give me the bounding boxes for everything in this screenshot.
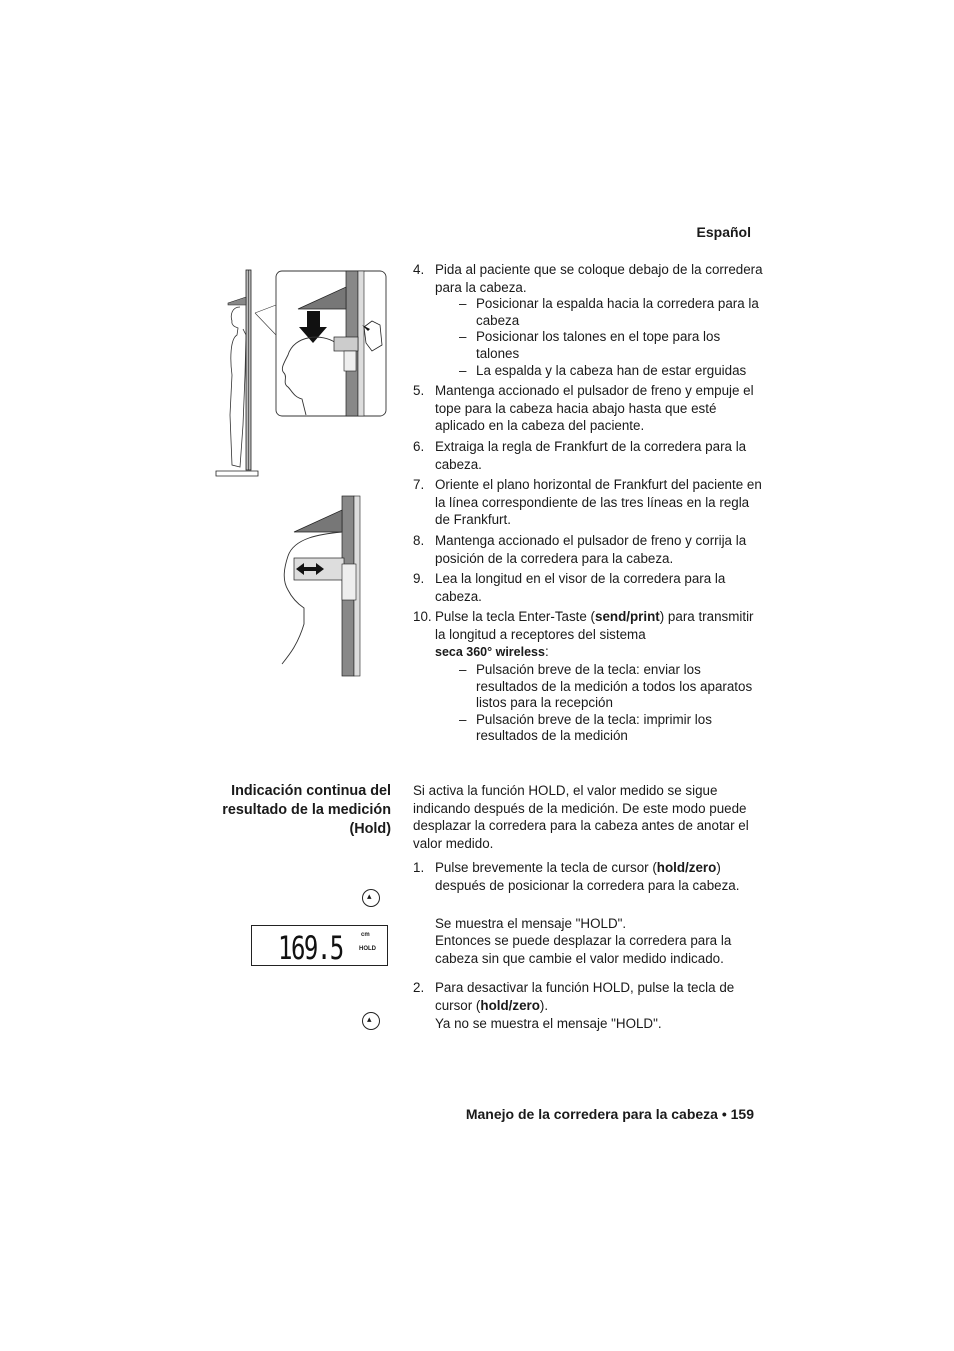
- display-value: 169.5: [278, 929, 343, 967]
- list-item: 5. Mantenga accionado el pulsador de freno y empuje el tope para la cabeza hacia abajo hasta que esté aplicado en la cabeza del paciente.: [413, 383, 754, 434]
- instruction-list: [413, 261, 763, 745]
- language-label: Español: [696, 224, 751, 240]
- note-text: Ya no se muestra el mensaje "HOLD".: [435, 1015, 662, 1031]
- note-text: Se muestra el mensaje "HOLD".: [435, 915, 627, 931]
- list-item: 2. Para desactivar la función HOLD, pulse la tecla de cursor (hold/zero).: [413, 980, 735, 1013]
- sub-item: – Posicionar los talones en el tope para los talones: [459, 329, 721, 361]
- list-item: 9. Lea la longitud en el visor de la corredera para la cabeza.: [413, 571, 726, 604]
- display-unit: cm: [361, 932, 370, 938]
- sub-item: – Posicionar la espalda hacia la corredera para la cabeza: [459, 296, 759, 328]
- list-item: 6. Extraiga la regla de Frankfurt de la corredera para la cabeza.: [413, 438, 747, 472]
- sub-item: – La espalda y la cabeza han de estar erguidas: [459, 362, 747, 378]
- section-heading: Indicación continua del resultado de la medición (Hold): [222, 783, 391, 837]
- stadiometer-patient-illustration: [210, 265, 390, 480]
- cursor-key-icon: [362, 889, 380, 907]
- list-item: 10. Pulse la tecla Enter-Taste (send/print) para transmitir la longitud a receptores del sistema seca 360° wireless:: [413, 609, 754, 660]
- list-item: 4. Pida al paciente que se coloque debajo de la corredera para la cabeza.: [413, 262, 763, 295]
- note-text: Entonces se puede desplazar la corredera para la cabeza sin que cambie el valor medido indicado.: [435, 933, 732, 966]
- page-footer: Manejo de la corredera para la cabeza • 159: [465, 1106, 754, 1122]
- hold-section-body: [413, 782, 763, 1032]
- sub-item: – Pulsación breve de la tecla: imprimir los resultados de la medición: [459, 711, 712, 744]
- list-item: 8. Mantenga accionado el pulsador de freno y corrija la posición de la corredera para la cabeza.: [413, 532, 747, 566]
- list-item: 7. Oriente el plano horizontal de Frankfurt del paciente en la línea correspondiente de las tres líneas en la regla de Frankfurt.: [413, 477, 762, 528]
- list-item: 1. Pulse brevemente la tecla de cursor (hold/zero) después de posicionar la corredera para la cabeza.: [413, 860, 740, 893]
- sub-item: – Pulsación breve de la tecla: enviar los resultados de la medición a todos los aparatos listos para la recepción: [459, 662, 753, 711]
- frankfurt-ruler-illustration: [280, 494, 365, 679]
- lcd-display: [251, 925, 388, 966]
- display-hold-indicator: HOLD: [359, 946, 376, 952]
- cursor-key-icon: [362, 1012, 380, 1030]
- intro-paragraph: Si activa la función HOLD, el valor medido se sigue indicando después de la medición. De este modo puede desplazar la corredera para la cabeza antes de anotar el valor medido.: [413, 783, 749, 851]
